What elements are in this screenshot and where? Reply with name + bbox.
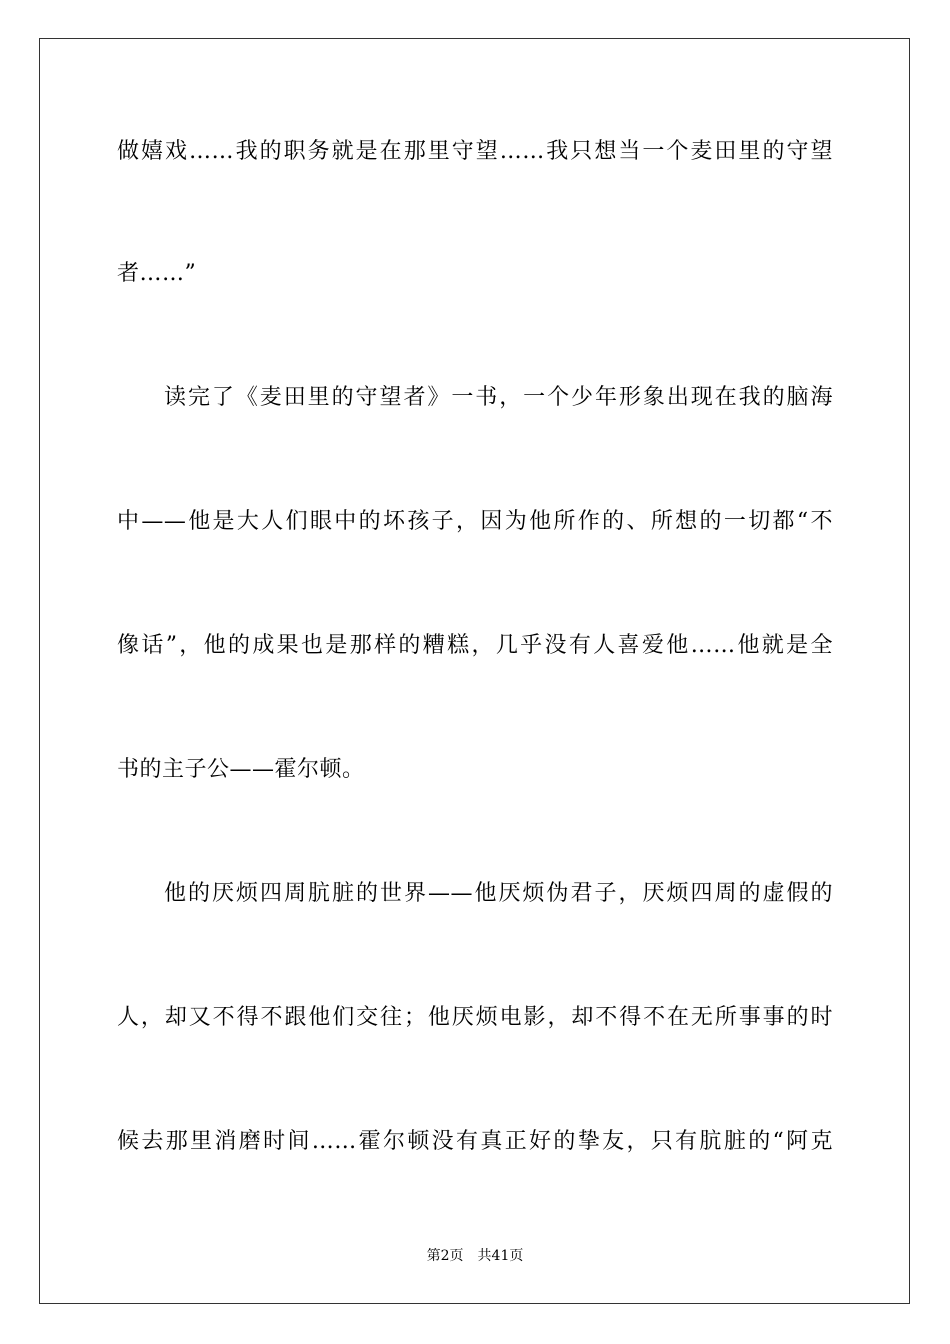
text-line: 书的主子公——霍尔顿。 — [117, 757, 365, 782]
paragraph-first-line: 他的厌烦四周肮脏的世界——他厌烦伪君子，厌烦四周的虚假的 — [164, 881, 833, 906]
text-line: 做嬉戏……我的职务就是在那里守望……我只想当一个麦田里的守望 — [117, 139, 833, 164]
text-line: 像话”，他的成果也是那样的糟糕，几乎没有人喜爱他……他就是全 — [117, 633, 833, 658]
page-number-footer: 第2页 共41页 — [426, 1248, 524, 1264]
text-line: 者……” — [117, 261, 197, 286]
text-line: 中——他是大人们眼中的坏孩子，因为他所作的、所想的一切都“不 — [117, 509, 833, 534]
text-line: 候去那里消磨时间……霍尔顿没有真正好的挚友，只有肮脏的“阿克 — [117, 1129, 833, 1154]
text-line: 人，却又不得不跟他们交往；他厌烦电影，却不得不在无所事事的时 — [117, 1005, 833, 1030]
page-border — [39, 38, 910, 1304]
paragraph-first-line: 读完了《麦田里的守望者》一书，一个少年形象出现在我的脑海 — [164, 385, 833, 410]
